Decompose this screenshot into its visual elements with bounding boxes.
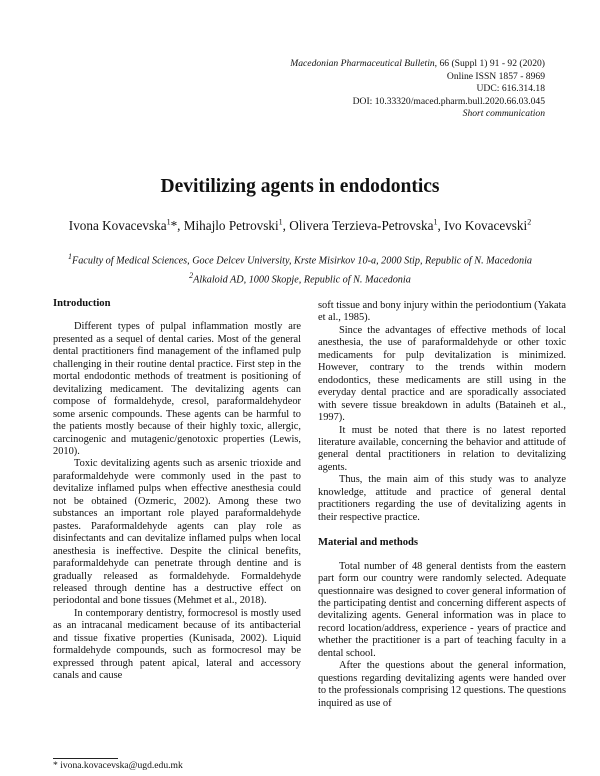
article-type: Short communication [462,108,545,120]
corresponding-email: * ivona.kovacevska@ugd.edu.mk [53,760,183,771]
affiliation-2: $^2$Alkaloid AD, 1000 Skopje, Republic of N. Macedonia [189,271,411,286]
paper-title: Devitilizing agents in endodontics [160,176,440,197]
author-4: Ivo Kovacevski$^2$ [444,218,532,234]
intro-paragraph-5: It must be noted that there is no latest reported literature available, concerning the behavior and attitude of general dental practitioners in relation to devitalizing agents. [318,424,566,473]
author-1: Ivona Kovacevska$^1$*, [68,218,184,234]
journal-citation: , 66 (Suppl 1) 91 - 92 (2020) [434,58,545,69]
right-column [318,300,566,710]
author-list [0,218,600,234]
author-3: Olivera Terzieva-Petrovska$^1$, [289,218,445,234]
issn-line: Online ISSN 1857 - 8969 [446,70,545,82]
introduction-heading: Introduction [53,298,111,309]
affiliation-1: $^1$Faculty of Medical Sciences, Goce Delcev University, Krste Misirkov 10-a, 2000 Stip, Republic of N. Macedonia [67,252,532,267]
methods-heading: Material and methods [318,537,419,549]
journal-header [185,58,545,121]
methods-paragraph-1: Total number of 48 general dentists from the eastern part form our country were randomly selected. Adequate questionnaire was designed to cover general information of the participating dentist and concerning different aspects of devitalizing agents. General information was in place to record location/address, experience - years of practice and whether the practitioner is a part of teaching faculty in a dental school. [318,560,566,659]
intro-paragraph-2: Toxic devitalizing agents such as arsenic trioxide and paraformaldehyde were commonly used in the past to devitalize inflamed pulps when effective anesthesia could not be obtained (Ozmeric, 2002). Among these two substances an important role played paraformaldehyde pastes. Paraformaldehyde agents can play role as disinfectants and can devitalize inflamed pulps when local anesthesia is ineffective. Despite the clinical benefits, paraformaldehyde can penetrate through dentine and is gradually released as formaldehyde. Formaldehyde released through dentine has a destructive effect on periodontal and bone tissues (Mehmet et al., 2018). [53,458,301,607]
journal-name: Macedonian Pharmaceutical Bulletin [290,58,435,69]
intro-continuation: soft tissue and bony injury within the periodontium (Yakata et al., 1985). [318,300,566,324]
affiliations [0,249,600,288]
udc-line: UDC: 616.314.18 [476,83,545,95]
citation-line [185,58,545,71]
author-2: Mihajlo Petrovski$^1$, [183,218,290,234]
footnote-rule [53,758,118,759]
doi-line: DOI: 10.33320/maced.pharm.bull.2020.66.03.045 [352,95,545,107]
intro-paragraph-3: In contemporary dentistry, formocresol is mostly used as an intracanal medicament because of its antibacterial and tissue fixative properties (Kunisada, 2002). Liquid formaldehyde compounds, such as formocresol may be expressed through patent apical, lateral and accessory canals and cause [53,607,301,682]
methods-paragraph-2: After the questions about the general information, questions regarding devitalizing agents were handed over to the professionals comprising 12 questions. The questions inquired as use of [318,660,567,709]
intro-paragraph-6: Thus, the main aim of this study was to analyze knowledge, attitude and practice of general dental practitioners regarding the use of devitalizing agents in their respective practice. [318,474,566,523]
intro-paragraph-4: Since the advantages of effective methods of local anesthesia, the use of paraformaldehyde or other toxic medicaments for pulp devitalization is minimized. However, contrary to the trends within modern endodontics, these medicaments are still using in the everyday dental practice and are sporadically associated with severe tissue breakdown in adults (Bataineh et al., 1997). [318,324,566,424]
intro-paragraph-1: Different types of pulpal inflammation mostly are presented as a sequel of dental caries. Most of the general dental practitioners find management of the inflamed pulp challenging in their routine dental practice. First step in the mortal endodontic methods of treatment is positioning of devitalizing medicament. The devitalizing agents can compose of formaldehyde, cresol, paraformaldehydeor some arsenic compounds. These agents can be harmful to the patients mostly because of their highly toxic, allergic, carcinogenic and mutagenic/genotoxic properties (Lewis, 2010). [53,321,301,457]
left-column [53,298,301,683]
